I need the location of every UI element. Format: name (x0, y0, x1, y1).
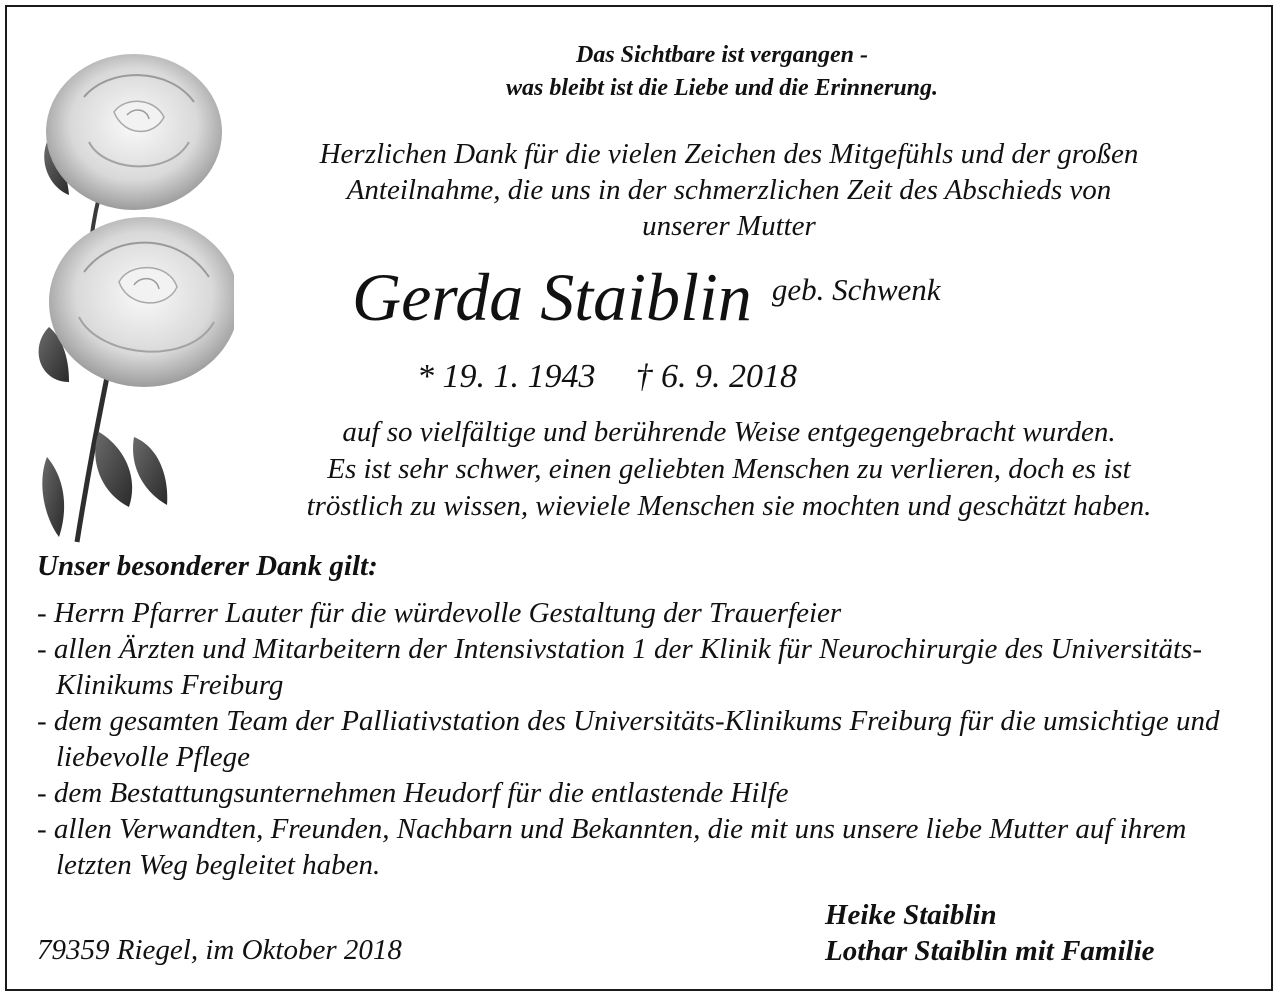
signer-1: Heike Staiblin (825, 899, 997, 931)
death-date: † 6. 9. 2018 (635, 358, 797, 395)
intro-line-2: Anteilnahme, die uns in der schmerzlichen Zeit des Abschieds von (346, 174, 1112, 206)
list-item: - allen Ärzten und Mitarbeitern der Intensivstation 1 der Klinik für Neurochirurgie des Universitäts-Klinikums Freiburg (37, 633, 1202, 701)
deceased-name-row (352, 257, 941, 337)
roses-illustration (29, 37, 234, 547)
place-date: 79359 Riegel, im Oktober 2018 (37, 934, 402, 966)
motto-line-2: was bleibt ist die Liebe und die Erinnerung. (505, 75, 939, 101)
body-line-3: tröstlich zu wissen, wieviele Menschen sie mochten und geschätzt haben. (306, 490, 1152, 522)
intro-line-1: Herzlichen Dank für die vielen Zeichen des Mitgefühls und der großen (319, 138, 1139, 170)
thanks-list (37, 595, 1247, 883)
list-item: - dem Bestattungsunternehmen Heudorf für die entlastende Hilfe (37, 777, 789, 809)
thanks-heading: Unser besonderer Dank gilt: (37, 550, 378, 582)
obituary-notice (5, 5, 1273, 991)
birth-date: * 19. 1. 1943 (417, 358, 596, 395)
motto-line-1: Das Sichtbare ist vergangen - (575, 42, 868, 68)
intro-line-3: unserer Mutter (642, 210, 816, 242)
list-item: - dem gesamten Team der Palliativstation des Universitäts-Klinikums Freiburg für die umsichtige und liebevolle Pflege (37, 705, 1220, 773)
body-line-1: auf so vielfältige und berührende Weise entgegengebracht wurden. (342, 416, 1116, 448)
list-item: - allen Verwandten, Freunden, Nachbarn und Bekannten, die mit uns unsere liebe Mutter auf ihrem letzten Weg begleitet haben. (37, 813, 1187, 881)
birth-name: geb. Schwenk (771, 272, 941, 307)
deceased-name: Gerda Staiblin (352, 259, 752, 335)
body-line-2: Es ist sehr schwer, einen geliebten Menschen zu verlieren, doch es ist (327, 453, 1131, 485)
signers (825, 897, 1155, 969)
signer-2: Lothar Staiblin mit Familie (825, 935, 1155, 967)
list-item: - Herrn Pfarrer Lauter für die würdevolle Gestaltung der Trauerfeier (37, 597, 842, 629)
life-dates (417, 357, 797, 397)
